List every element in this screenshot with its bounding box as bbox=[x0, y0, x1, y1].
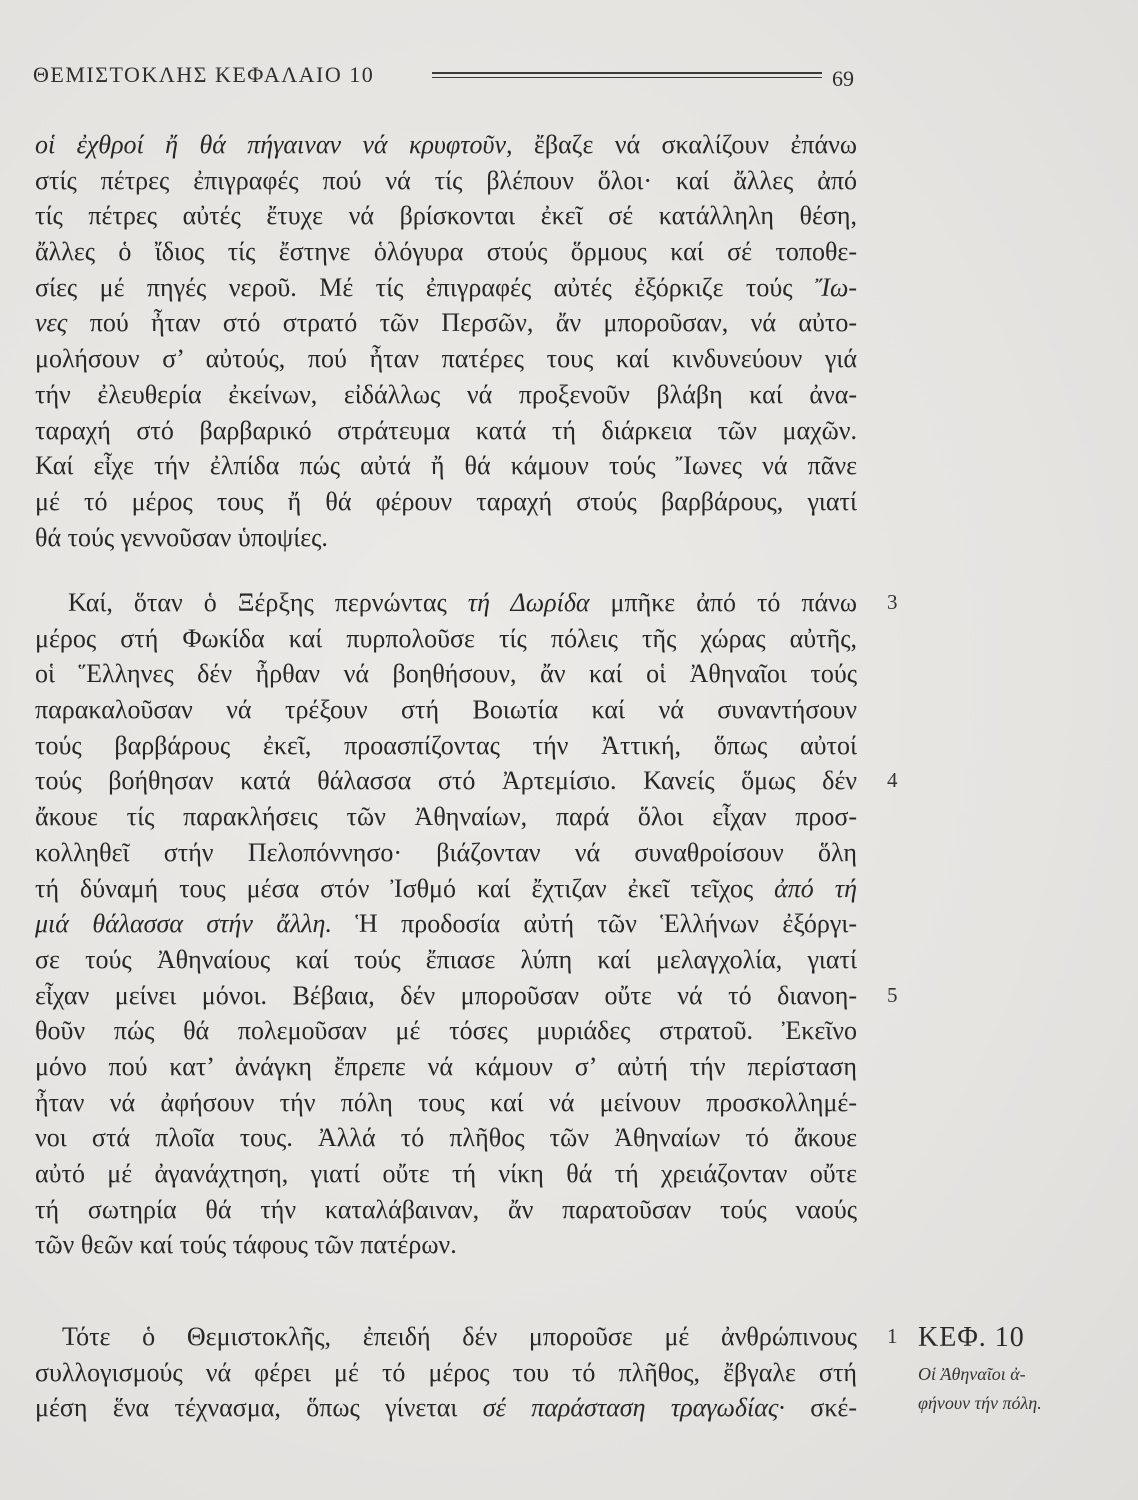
text-segment: μέση ἕνα τέχνασμα, ὅπως γίνεται bbox=[35, 1393, 483, 1423]
text-line bbox=[35, 763, 898, 799]
margin-section-number: 4 bbox=[887, 768, 898, 793]
text-segment: νοι στά πλοῖα τους. Ἀλλά τό πλῆθος τῶν Ἀθηναίων τό ἄκουε bbox=[35, 1123, 857, 1153]
sidenote-line: Οἱ Ἀθηναῖοι ἀ- bbox=[918, 1364, 1026, 1384]
paragraph bbox=[35, 585, 898, 1263]
text-segment: οἱ Ἕλληνες δέν ἦρθαν νά βοηθήσουν, ἄν καί οἱ Ἀθηναῖοι τούς bbox=[35, 659, 857, 689]
text-segment: ταραχή στό βαρβαρικό στράτευμα κατά τή διάρκεια τῶν μαχῶν. bbox=[35, 415, 857, 445]
text-segment: ἄκουε τίς παρακλήσεις τῶν Ἀθηναίων, παρά ὅλοι εἶχαν προσ- bbox=[35, 802, 857, 832]
margin-section-number: 1 bbox=[887, 1324, 898, 1348]
text-segment: μπῆκε ἀπό τό πάνω bbox=[589, 588, 857, 617]
text-segment: τίς πέτρες αὐτές ἔτυχε νά βρίσκονται ἐκεῖ σέ κατάλληλη θέση, bbox=[35, 201, 857, 231]
text-line bbox=[35, 799, 857, 835]
italic-text: Ἴω- bbox=[814, 272, 857, 302]
text-line bbox=[35, 413, 857, 449]
text-segment: Ἡ προδοσία αὐτή τῶν Ἑλλήνων ἐξόργι- bbox=[331, 909, 857, 939]
text-line bbox=[35, 978, 898, 1014]
text-segment: τούς βαρβάρους ἐκεῖ, προασπίζοντας τήν Ἀττική, ὅπως αὐτοί bbox=[35, 730, 857, 760]
text-segment: πού ἦταν στό στρατό τῶν Περσῶν, ἄν μποροῦσαν, νά αὐτο- bbox=[67, 308, 857, 338]
text-line bbox=[35, 906, 857, 942]
header-double-rule bbox=[432, 72, 822, 78]
text-line bbox=[35, 1120, 857, 1156]
text-segment: στίς πέτρες ἐπιγραφές πού νά τίς βλέπουν ὅλοι· καί ἄλλες ἀπό bbox=[35, 165, 857, 195]
text-segment: κολληθεῖ στήν Πελοπόννησο· βιάζονταν νά συναθροίσουν ὅλη bbox=[35, 837, 857, 867]
margin-section-number: 3 bbox=[887, 590, 898, 614]
text-segment: μέρος στή Φωκίδα καί πυρπολοῦσε τίς πόλεις τῆς χώρας αὐτῆς, bbox=[35, 623, 857, 653]
text-line bbox=[35, 942, 857, 978]
italic-text: νες bbox=[35, 308, 68, 338]
text-segment: παρακαλοῦσαν νά τρέξουν στή Βοιωτία καί νά συναντήσουν bbox=[35, 695, 857, 725]
italic-text: τή Δωρίδα bbox=[467, 588, 590, 617]
text-line bbox=[35, 341, 857, 377]
text-line bbox=[35, 1227, 857, 1263]
text-segment: θοῦν πώς θά πολεμοῦσαν μέ τόσες μυριάδες στρατοῦ. Ἐκεῖνο bbox=[35, 1016, 857, 1046]
sidenote-line: φήνουν τήν πόλη. bbox=[918, 1393, 1042, 1413]
paragraph bbox=[35, 127, 857, 555]
text-line bbox=[35, 1192, 857, 1228]
text-line bbox=[35, 234, 857, 270]
text-segment: τῶν θεῶν καί τούς τάφους τῶν πατέρων. bbox=[35, 1230, 457, 1260]
page-number: 69 bbox=[832, 66, 854, 91]
margin-section-number: 5 bbox=[887, 982, 898, 1007]
text-line bbox=[35, 585, 898, 621]
text-line bbox=[35, 1355, 857, 1391]
text-segment: εἶχαν μείνει μόνοι. Βέβαια, δέν μποροῦσαν οὔτε νά τό διανοη- bbox=[35, 980, 857, 1010]
sidenote-chapter-heading: ΚΕΦ. 10 bbox=[918, 1322, 1025, 1353]
text-line bbox=[35, 728, 857, 764]
text-line bbox=[35, 448, 857, 484]
text-segment: τή σωτηρία θά τήν καταλάβαιναν, ἄν παρατοῦσαν τούς ναούς bbox=[35, 1194, 857, 1224]
text-segment: τήν ἐλευθερία ἐκείνων, εἰδάλλως νά προξενοῦν βλάβη καί ἀνα- bbox=[35, 379, 857, 409]
text-segment: ἦταν νά ἀφήσουν τήν πόλη τους καί νά μείνουν προσκολλημέ- bbox=[35, 1087, 857, 1117]
running-title: ΘΕΜΙΣΤΟΚΛΗΣ ΚΕΦΑΛΑΙΟ 10 bbox=[33, 62, 375, 87]
text-segment: σίες μέ πηγές νεροῦ. Μέ τίς ἐπιγραφές αὐτές ἐξόρκιζε τούς bbox=[35, 272, 815, 302]
text-segment: ἔβαζε νά σκαλίζουν ἐπάνω bbox=[512, 130, 857, 159]
text-segment: θά τούς γεννοῦσαν ὑποψίες. bbox=[35, 522, 328, 552]
text-line bbox=[35, 1085, 857, 1121]
text-segment: αὐτό μέ ἀγανάχτηση, γιατί οὔτε τή νίκη θά τή χρειάζονταν οὔτε bbox=[35, 1159, 857, 1188]
text-line bbox=[35, 656, 857, 692]
text-line bbox=[35, 835, 857, 871]
text-line bbox=[35, 127, 857, 163]
text-line bbox=[35, 1049, 857, 1085]
italic-text: σέ παράσταση τραγωδίας· bbox=[482, 1393, 785, 1423]
text-segment: μέ τό μέρος τους ἤ θά φέρουν ταραχή στούς βαρβάρους, γιατί bbox=[35, 486, 857, 516]
text-segment: Καί, ὅταν ὁ Ξέρξης περνώντας bbox=[68, 588, 468, 617]
text-segment: σε τούς Ἀθηναίους καί τούς ἔπιασε λύπη καί μελαγχολία, γιατί bbox=[35, 944, 857, 974]
paragraph bbox=[35, 1319, 898, 1426]
text-line bbox=[35, 163, 857, 199]
italic-text: οἱ ἐχθροί ἤ θά πήγαιναν νά κρυφτοῦν, bbox=[35, 130, 513, 159]
text-segment: σκέ- bbox=[784, 1393, 857, 1423]
text-line bbox=[35, 484, 857, 520]
text-segment: μολήσουν σ’ αὐτούς, πού ἦταν πατέρες τους καί κινδυνεύουν γιά bbox=[35, 344, 857, 374]
text-segment: ἄλλες ὁ ἴδιος τίς ἔστηνε ὁλόγυρα στούς ὅρμους καί σέ τοποθε- bbox=[35, 237, 857, 267]
text-segment: τούς βοήθησαν κατά θάλασσα στό Ἀρτεμίσιο. Κανείς ὅμως δέν bbox=[35, 766, 857, 796]
text-line bbox=[35, 377, 857, 413]
text-line bbox=[35, 1013, 857, 1049]
text-line bbox=[35, 621, 857, 657]
text-line bbox=[35, 520, 857, 556]
text-segment: τή δύναμή τους μέσα στόν Ἰσθμό καί ἔχτιζαν ἐκεῖ τεῖχος bbox=[35, 873, 775, 903]
text-line bbox=[35, 305, 857, 341]
text-line bbox=[35, 692, 857, 728]
text-line bbox=[35, 1156, 857, 1192]
text-segment: Τότε ὁ Θεμιστοκλῆς, ἐπειδή δέν μποροῦσε μέ ἀνθρώπινους bbox=[62, 1322, 857, 1351]
text-segment: Καί εἶχε τήν ἐλπίδα πώς αὐτά ἤ θά κάμουν τούς Ἴωνες νά πᾶνε bbox=[35, 451, 857, 481]
text-segment: μόνο πού κατ’ ἀνάγκη ἔπρεπε νά κάμουν σ’ αὐτή τήν περίσταση bbox=[35, 1051, 857, 1081]
italic-text: ἀπό τή bbox=[774, 873, 857, 903]
text-line bbox=[35, 871, 857, 907]
text-line bbox=[35, 1319, 898, 1355]
italic-text: μιά θάλασσα στήν ἄλλη. bbox=[35, 909, 332, 939]
text-line bbox=[35, 270, 857, 306]
text-line bbox=[35, 198, 857, 234]
text-line bbox=[35, 1390, 857, 1426]
text-segment: συλλογισμούς νά φέρει μέ τό μέρος του τό πλῆθος, ἔβγαλε στή bbox=[35, 1357, 857, 1387]
